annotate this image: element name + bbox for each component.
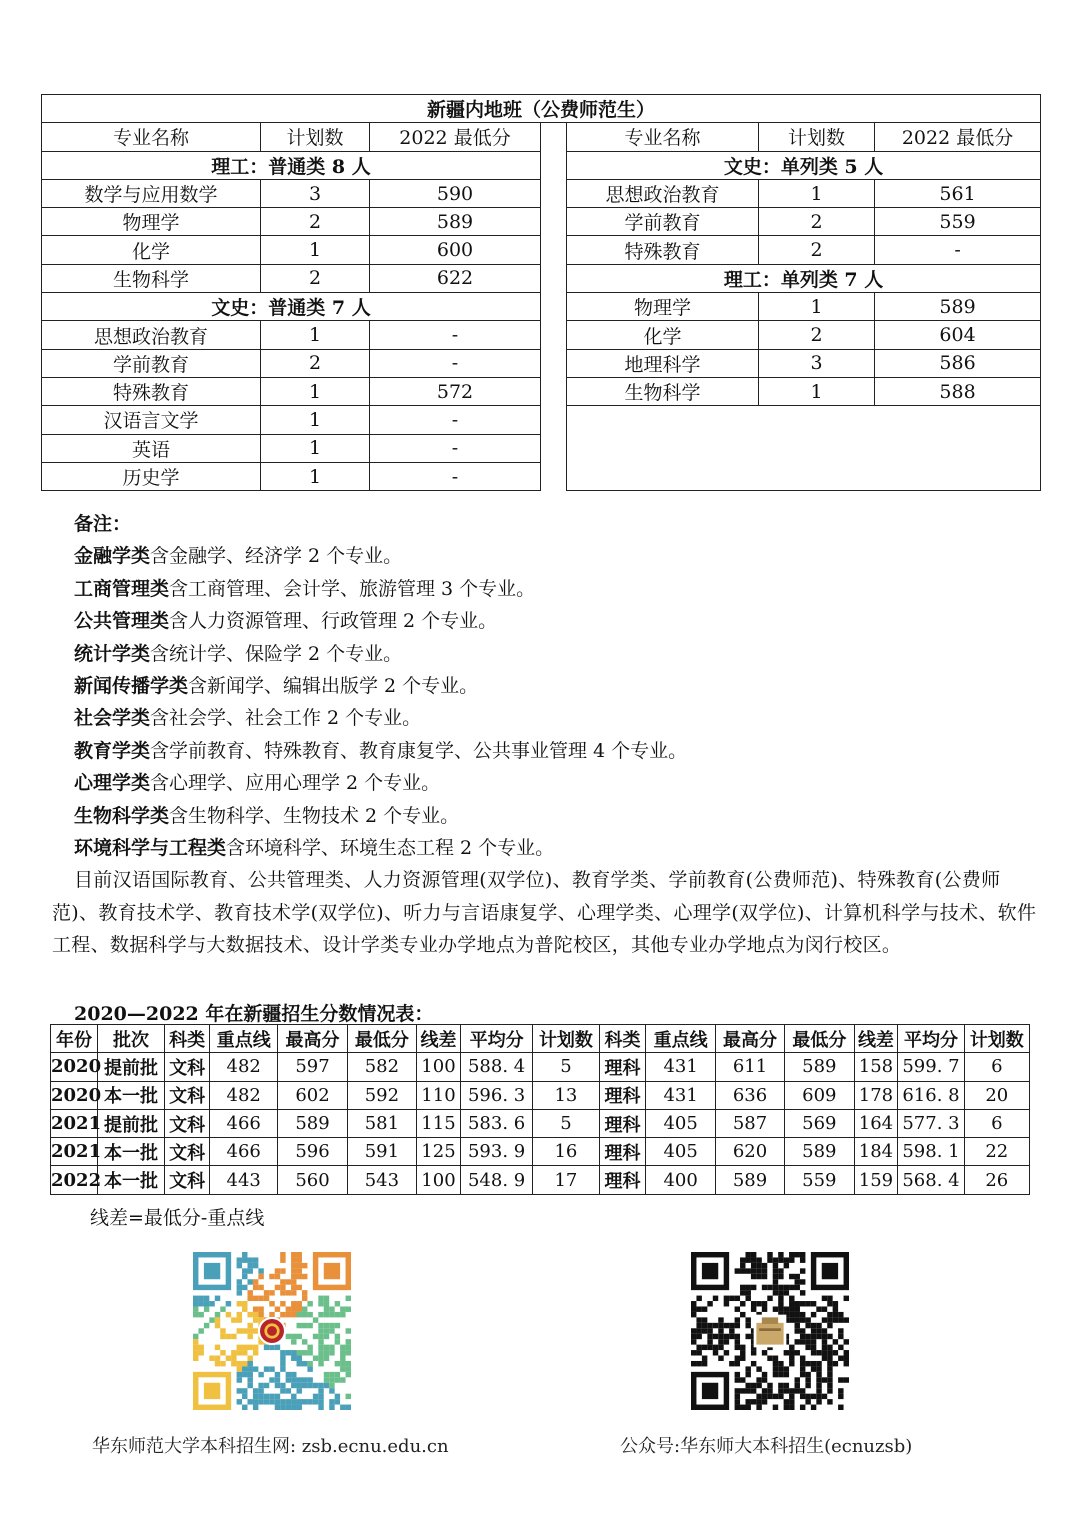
plan-count: 1 (261, 462, 370, 490)
table-row (51, 1138, 1030, 1166)
column-header: 重点线 (210, 1025, 278, 1053)
column-header: 线差 (417, 1025, 461, 1053)
note-term: 工商管理类 (74, 577, 170, 600)
table-cell: 593. 9 (460, 1138, 532, 1166)
table-cell: 2021 (51, 1109, 98, 1137)
table-cell: 405 (646, 1109, 715, 1137)
major-name: 数学与应用数学 (42, 179, 261, 207)
line-diff-formula: 线差=最低分-重点线 (90, 1207, 265, 1229)
note-text: 含心理学、应用心理学 2 个专业。 (150, 772, 441, 795)
column-header: 重点线 (646, 1025, 715, 1053)
table-cell: 636 (715, 1081, 784, 1109)
note-text: 含生物科学、生物技术 2 个专业。 (169, 804, 460, 827)
table-row (51, 1053, 1030, 1081)
column-header: 最高分 (278, 1025, 347, 1053)
min-score: 589 (875, 293, 1041, 321)
min-score: 586 (875, 349, 1041, 377)
column-header: 年份 (51, 1025, 98, 1053)
table-row (51, 1081, 1030, 1109)
note-item (74, 832, 1037, 864)
plan-count: 3 (759, 349, 875, 377)
table1-header-row (42, 123, 1041, 151)
note-item (74, 605, 1037, 637)
table-cell: 提前批 (97, 1053, 164, 1081)
table-cell: 589 (278, 1109, 347, 1137)
table-cell: 5 (533, 1109, 599, 1137)
note-item (74, 573, 1037, 605)
section-header: 文史：普通类 7 人 (42, 293, 541, 321)
table-cell: 2020 (51, 1053, 98, 1081)
section-header: 理工：普通类 8 人 (42, 151, 541, 179)
table-cell: 589 (785, 1138, 854, 1166)
table1-title: 新疆内地班（公费师范生） (42, 95, 1041, 123)
admission-website[interactable]: 华东师范大学本科招生网: zsb.ecnu.edu.cn (92, 1436, 449, 1457)
plan-count: 1 (261, 434, 370, 462)
table-cell: 158 (854, 1053, 898, 1081)
table-cell: 理科 (599, 1109, 646, 1137)
table-cell: 560 (278, 1166, 347, 1194)
table-cell: 提前批 (97, 1109, 164, 1137)
plan-count: 1 (759, 179, 875, 207)
column-header: 计划数 (759, 123, 875, 151)
table-cell: 431 (646, 1081, 715, 1109)
table-cell: 620 (715, 1138, 784, 1166)
table-cell: 文科 (165, 1166, 210, 1194)
note-item (74, 702, 1037, 734)
plan-count: 1 (261, 377, 370, 405)
column-header: 批次 (97, 1025, 164, 1053)
table-cell: 文科 (165, 1109, 210, 1137)
major-name: 历史学 (42, 462, 261, 490)
xinjiang-class-table (41, 94, 1041, 491)
column-header: 专业名称 (42, 123, 261, 151)
table-cell: 577. 3 (898, 1109, 964, 1137)
table-cell: 599. 7 (898, 1053, 964, 1081)
plan-count: 1 (261, 321, 370, 349)
min-score: - (875, 236, 1041, 264)
table-cell: 理科 (599, 1138, 646, 1166)
plan-count: 2 (759, 236, 875, 264)
min-score: - (370, 406, 541, 434)
plan-count: 2 (261, 349, 370, 377)
min-score: - (370, 349, 541, 377)
major-name: 物理学 (567, 293, 759, 321)
table-row (51, 1109, 1030, 1137)
table1-title-row (42, 95, 1041, 123)
major-name: 化学 (567, 321, 759, 349)
note-term: 统计学类 (74, 642, 151, 665)
table-cell: 178 (854, 1081, 898, 1109)
table-cell: 598. 1 (898, 1138, 964, 1166)
table-cell: 6 (964, 1109, 1029, 1137)
table-cell: 583. 6 (460, 1109, 532, 1137)
table-cell: 125 (417, 1138, 461, 1166)
note-term: 教育学类 (74, 739, 151, 762)
note-term: 新闻传播学类 (74, 675, 189, 698)
table-cell: 文科 (165, 1138, 210, 1166)
table-cell: 581 (347, 1109, 416, 1137)
column-header: 最高分 (715, 1025, 784, 1053)
table-cell: 609 (785, 1081, 854, 1109)
major-name: 物理学 (42, 208, 261, 236)
plan-count: 2 (261, 264, 370, 292)
table-cell: 400 (646, 1166, 715, 1194)
table-cell: 本一批 (97, 1081, 164, 1109)
table-cell: 431 (646, 1053, 715, 1081)
table-cell: 591 (347, 1138, 416, 1166)
section-header: 文史：单列类 5 人 (567, 151, 1041, 179)
note-item (74, 767, 1037, 799)
column-header: 平均分 (460, 1025, 532, 1053)
table-cell: 理科 (599, 1053, 646, 1081)
table-cell: 405 (646, 1138, 715, 1166)
major-name: 生物科学 (567, 377, 759, 405)
campus-note: 目前汉语国际教育、公共管理类、人力资源管理(双学位)、教育学类、学前教育(公费师范)、特殊教育(公费师范)、教育技术学、教育技术学(双学位)、听力与言语康复学、心理学类、心理学(双学位)、计算机科学与技术、软件工程、数据科学与大数据技术、设计学类专业办学地点为普陀校区，其他专业办学地点为闵行校区。 (52, 869, 1037, 957)
plan-count: 1 (759, 293, 875, 321)
plan-count: 2 (261, 208, 370, 236)
table-cell: 本一批 (97, 1138, 164, 1166)
table-cell: 110 (417, 1081, 461, 1109)
column-header: 2022 最低分 (875, 123, 1041, 151)
plan-count: 3 (261, 179, 370, 207)
table-cell: 597 (278, 1053, 347, 1081)
note-item (74, 800, 1037, 832)
wechat-qr-code[interactable] (691, 1252, 849, 1410)
table-row (51, 1166, 1030, 1194)
table-cell: 100 (417, 1053, 461, 1081)
table-cell: 100 (417, 1166, 461, 1194)
table-cell: 616. 8 (898, 1081, 964, 1109)
note-term: 生物科学类 (74, 804, 170, 827)
min-score: 590 (370, 179, 541, 207)
note-term: 金融学类 (74, 545, 151, 568)
table-cell: 文科 (165, 1081, 210, 1109)
table-cell: 文科 (165, 1053, 210, 1081)
note-item (74, 638, 1037, 670)
column-header: 科类 (599, 1025, 646, 1053)
table-cell: 592 (347, 1081, 416, 1109)
major-name: 生物科学 (42, 264, 261, 292)
major-name: 思想政治教育 (42, 321, 261, 349)
score-table-caption: 2020—2022 年在新疆招生分数情况表： (74, 1003, 434, 1025)
column-header: 计划数 (964, 1025, 1029, 1053)
min-score: - (370, 462, 541, 490)
note-text: 含工商管理、会计学、旅游管理 3 个专业。 (169, 577, 536, 600)
table-cell: 6 (964, 1053, 1029, 1081)
table-cell: 5 (533, 1053, 599, 1081)
note-term: 环境科学与工程类 (74, 837, 227, 860)
table-cell: 587 (715, 1109, 784, 1137)
note-term: 社会学类 (74, 707, 151, 730)
note-term: 心理学类 (74, 772, 151, 795)
column-header: 2022 最低分 (370, 123, 541, 151)
column-gap (541, 123, 567, 491)
min-score: 588 (875, 377, 1041, 405)
plan-count: 2 (759, 208, 875, 236)
table-cell: 582 (347, 1053, 416, 1081)
major-name: 汉语言文学 (42, 406, 261, 434)
column-header: 计划数 (533, 1025, 599, 1053)
table-cell: 22 (964, 1138, 1029, 1166)
major-name: 特殊教育 (567, 236, 759, 264)
column-header: 线差 (854, 1025, 898, 1053)
major-name: 英语 (42, 434, 261, 462)
note-item (74, 670, 1037, 702)
table-cell: 164 (854, 1109, 898, 1137)
min-score: 589 (370, 208, 541, 236)
table-cell: 理科 (599, 1166, 646, 1194)
wechat-account: 公众号:华东师大本科招生(ecnuzsb) (620, 1436, 913, 1457)
table-cell: 482 (210, 1053, 278, 1081)
table-cell: 17 (533, 1166, 599, 1194)
table-cell: 26 (964, 1166, 1029, 1194)
major-name: 学前教育 (567, 208, 759, 236)
note-text: 含金融学、经济学 2 个专业。 (150, 545, 403, 568)
table-cell: 13 (533, 1081, 599, 1109)
min-score: 600 (370, 236, 541, 264)
note-text: 含社会学、社会工作 2 个专业。 (150, 707, 422, 730)
table-cell: 596. 3 (460, 1081, 532, 1109)
table-cell: 611 (715, 1053, 784, 1081)
column-header: 平均分 (898, 1025, 964, 1053)
table-cell: 602 (278, 1081, 347, 1109)
table-cell: 2022 (51, 1166, 98, 1194)
table-cell: 589 (715, 1166, 784, 1194)
min-score: 572 (370, 377, 541, 405)
table-cell: 559 (785, 1166, 854, 1194)
plan-count: 1 (261, 406, 370, 434)
major-name: 化学 (42, 236, 261, 264)
website-qr-code[interactable] (193, 1252, 351, 1410)
table-cell: 115 (417, 1109, 461, 1137)
min-score: 622 (370, 264, 541, 292)
table-cell: 443 (210, 1166, 278, 1194)
table-cell: 482 (210, 1081, 278, 1109)
min-score: 559 (875, 208, 1041, 236)
note-term: 公共管理类 (74, 610, 170, 633)
note-text: 含人力资源管理、行政管理 2 个专业。 (169, 610, 498, 633)
plan-count: 1 (759, 377, 875, 405)
table-cell: 16 (533, 1138, 599, 1166)
note-text: 含环境科学、环境生态工程 2 个专业。 (226, 837, 555, 860)
min-score: 561 (875, 179, 1041, 207)
table-cell: 568. 4 (898, 1166, 964, 1194)
min-score: - (370, 321, 541, 349)
column-header: 专业名称 (567, 123, 759, 151)
note-text: 含新闻学、编辑出版学 2 个专业。 (188, 675, 479, 698)
table-cell: 588. 4 (460, 1053, 532, 1081)
table-cell: 569 (785, 1109, 854, 1137)
table-cell: 159 (854, 1166, 898, 1194)
table-cell: 2021 (51, 1138, 98, 1166)
note-item (74, 540, 1037, 572)
table-cell: 2020 (51, 1081, 98, 1109)
plan-count: 1 (261, 236, 370, 264)
major-name: 地理科学 (567, 349, 759, 377)
table-cell: 466 (210, 1138, 278, 1166)
notes-heading: 备注： (74, 513, 132, 535)
major-name: 思想政治教育 (567, 179, 759, 207)
note-item (74, 735, 1037, 767)
table-cell: 589 (785, 1053, 854, 1081)
min-score: 604 (875, 321, 1041, 349)
table-cell: 548. 9 (460, 1166, 532, 1194)
major-name: 特殊教育 (42, 377, 261, 405)
notes-section (52, 508, 1037, 962)
empty-area (567, 406, 1041, 491)
score-table (50, 1024, 1030, 1195)
table-cell: 543 (347, 1166, 416, 1194)
plan-count: 2 (759, 321, 875, 349)
note-text: 含统计学、保险学 2 个专业。 (150, 642, 403, 665)
column-header: 最低分 (785, 1025, 854, 1053)
table-cell: 466 (210, 1109, 278, 1137)
table-cell: 20 (964, 1081, 1029, 1109)
column-header: 最低分 (347, 1025, 416, 1053)
min-score: - (370, 434, 541, 462)
score-header-row (51, 1025, 1030, 1053)
major-name: 学前教育 (42, 349, 261, 377)
table-cell: 本一批 (97, 1166, 164, 1194)
table-cell: 184 (854, 1138, 898, 1166)
table-cell: 理科 (599, 1081, 646, 1109)
column-header: 计划数 (261, 123, 370, 151)
note-text: 含学前教育、特殊教育、教育康复学、公共事业管理 4 个专业。 (150, 739, 688, 762)
table-cell: 596 (278, 1138, 347, 1166)
section-header: 理工：单列类 7 人 (567, 264, 1041, 292)
column-header: 科类 (165, 1025, 210, 1053)
